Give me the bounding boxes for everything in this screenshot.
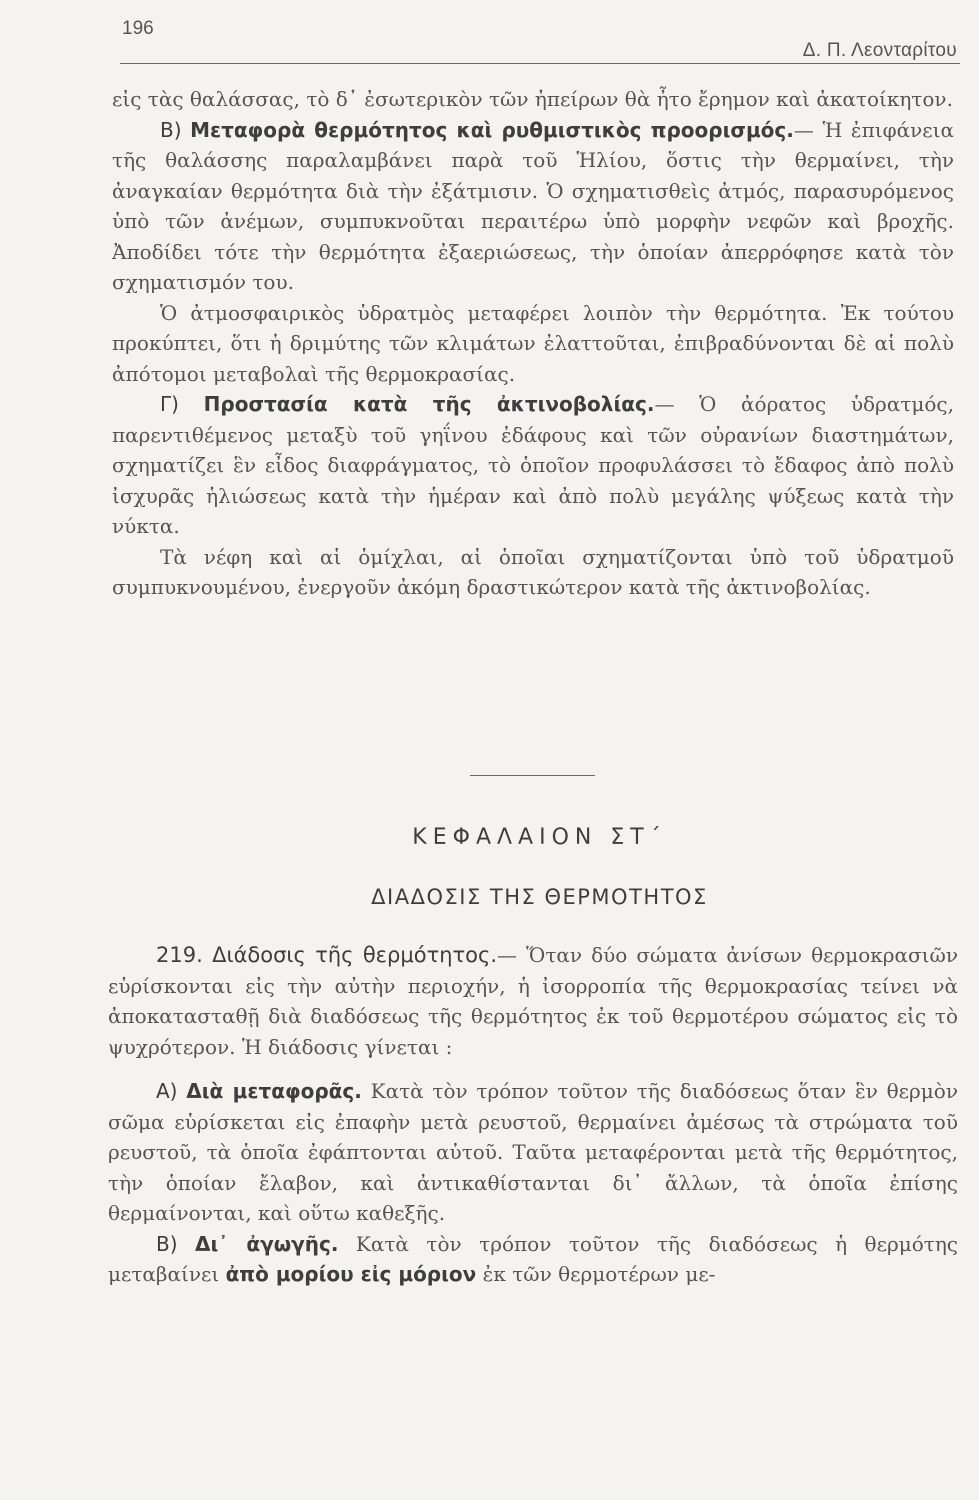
emphasis-text: ἀπὸ μορίου εἰς μόριον — [225, 1262, 477, 1286]
subsection-text-g: — Ὁ ἀόρατος ὑδρατμός, παρεντιθέμενος μεταξὺ τοῦ γηΐνου ἐδάφους καὶ τῶν οὐρανίων διαστημάτων, σχηματίζει ἓν εἶδος διαφράγματος, τὸ ὁποῖον προφυλάσσει τὸ ἔδαφος ἀπὸ πολὺ ἰσχυρᾶς ἡλιώσεως κατὰ τὴν ἡμέραν καὶ ἀπὸ πολὺ μεγάλης ψύξεως κατὰ τὴν νύκτα. — [112, 392, 954, 538]
paragraph-g — [112, 389, 954, 542]
running-head: Δ. Π. Λεονταρίτου — [802, 40, 957, 61]
paragraph-b — [112, 115, 954, 298]
paragraph-g-2: Τὰ νέφη καὶ αἱ ὁμίχλαι, αἱ ὁποῖαι σχηματίζονται ὑπὸ τοῦ ὑδρατμοῦ συμπυκνουμένου, ἐνεργοῦν ἀκόμη δραστικώτερον κατὰ τῆς ἀκτινοβολίας. — [112, 544, 954, 599]
subsection-text-b-219-end: ἐκ τῶν θερμοτέρων με- — [476, 1262, 716, 1286]
subsection-text-a: Κατὰ τὸν τρόπον τοῦτον τῆς διαδόσεως ὅταν ἓν θερμὸν σῶμα εὑρίσκεται εἰς ἐπαφὴν μετὰ ρευστοῦ, θερμαίνει ἀμέσως τὰ στρώματα τοῦ ρευστοῦ, τὰ ὁποῖα ἐφάπτονται αὐτοῦ. Ταῦτα μεταφέρονται μετὰ τῆς θερμότητος, τὴν ὁποίαν ἔλαβον, καὶ ἀντικαθίστανται δι᾽ ἄλλων, τὰ ὁποῖα ἐπίσης θερμαίνονται, καὶ οὕτω καθεξῆς. — [108, 1079, 958, 1225]
subsection-title-b: Μεταφορὰ θερμότητος καὶ ρυθμιστικὸς προορισμός. — [190, 117, 794, 142]
paragraph-continuation: εἰς τὰς θαλάσσας, τὸ δ᾽ ἐσωτερικὸν τῶν ἠπείρων θὰ ἦτο ἔρημον καὶ ἀκατοίκητον. — [112, 87, 953, 111]
page-number: 196 — [122, 18, 154, 39]
paragraph-219 — [108, 940, 958, 1062]
paragraph-b-2: Ὁ ἀτμοσφαιρικὸς ὑδρατμὸς μεταφέρει λοιπὸν τὴν θερμότητα. Ἐκ τούτου προκύπτει, ὅτι ἡ δριμύτης τῶν κλιμάτων ἐλαττοῦται, ἐπιβραδύνονται δὲ αἱ πολὺ ἀπότομοι μεταβολαὶ τῆς θερμοκρασίας. — [112, 300, 954, 386]
chapter-number: ΚΕΦΑΛΑΙΟΝ ΣΤ΄ — [412, 825, 667, 850]
subsection-title-g: Προστασία κατὰ τῆς ἀκτινοβολίας. — [203, 392, 655, 416]
subsection-label-b: Β) — [160, 117, 182, 142]
subsection-title-b-219: Δι᾽ ἀγωγῆς. — [195, 1231, 339, 1256]
subsection-label-a: Α) — [156, 1079, 178, 1103]
section-intro-219: — Ὅταν δύο σώματα ἀνίσων θερμοκρασιῶν εὑρίσκονται εἰς τὴν αὐτὴν περιοχήν, ἡ ἰσορροπία τῆς θερμοκρασίας τείνει νὰ ἀποκατασταθῇ διὰ διαδόσεως τῆς θερμότητος ἐκ τοῦ θερμοτέρου σώματος εἰς τὸ ψυχρότερον. Ἡ διάδοσις γίνεται : — [108, 943, 958, 1059]
subsection-text-b-219-start: Κατὰ τὸν τρόπον τοῦτον τῆς διαδόσεως ἡ θερμότης μεταβαίνει — [108, 1231, 958, 1286]
body-text-top — [112, 84, 954, 603]
header-rule — [120, 63, 960, 64]
section-divider — [470, 775, 595, 776]
subsection-label-g: Γ) — [160, 392, 179, 416]
subsection-text-b: — Ἡ ἐπιφάνεια τῆς θαλάσσης παραλαμβάνει παρὰ τοῦ Ἡλίου, ὅστις τὴν θερμαίνει, τὴν ἀναγκαίαν θερμότητα διὰ τὴν ἐξάτμισιν. Ὁ σχηματισθεὶς ἀτμός, παρασυρόμενος ὑπὸ τῶν ἀνέμων, συμπυκνοῦται περαιτέρω ὑπὸ μορφὴν νεφῶν καὶ βροχῆς. Ἀποδίδει τότε τὴν θερμότητα ἐξαεριώσεως, τὴν ὁποίαν ἀπερρόφησε κατὰ τὸν σχηματισμόν του. — [112, 117, 954, 294]
paragraph-a — [108, 1076, 958, 1229]
section-heading-219: 219. Διάδοσις τῆς θερμότητος. — [156, 943, 498, 967]
subsection-label-b-219: Β) — [156, 1231, 178, 1256]
subsection-title-a: Διὰ μεταφορᾶς. — [186, 1079, 362, 1103]
chapter-subject: ΔΙΑΔΟΣΙΣ ΤΗΣ ΘΕΡΜΟΤΗΤΟΣ — [371, 885, 708, 909]
body-text-bottom — [108, 940, 958, 1290]
spacer — [108, 1062, 958, 1076]
paragraph-b-219 — [108, 1229, 958, 1290]
